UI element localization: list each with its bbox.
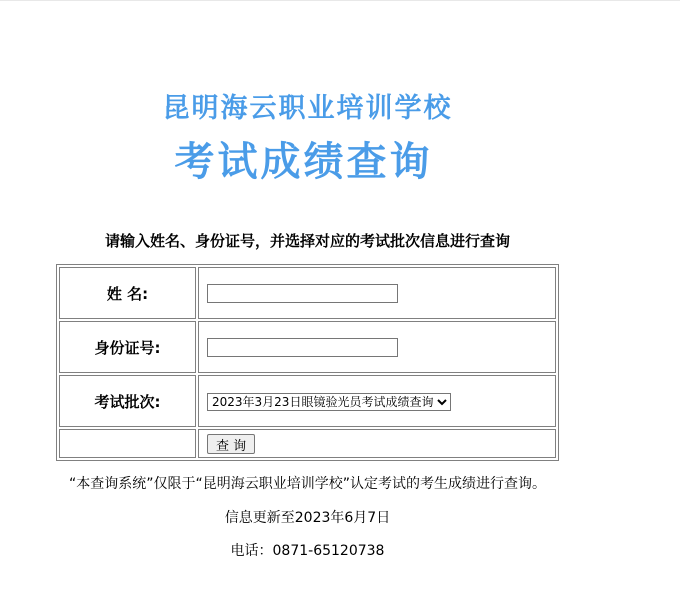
exam-batch-label: 考试批次: (59, 375, 196, 427)
id-number-input[interactable] (207, 338, 398, 357)
school-name: 昆明海云职业培训学校 (162, 93, 453, 124)
update-date: 信息更新至2023年6月7日 (224, 510, 391, 526)
page-title: 考试成绩查询 (174, 139, 433, 185)
query-form-table (56, 264, 559, 461)
empty-cell (59, 429, 196, 458)
id-number-cell (198, 321, 556, 373)
name-cell (198, 267, 556, 319)
id-row (59, 321, 556, 373)
exam-batch-cell (198, 375, 556, 427)
button-row (59, 429, 556, 458)
batch-row (59, 375, 556, 427)
scope-notice: “本查询系统”仅限于“昆明海云职业培训学校”认定考试的考生成绩进行查询。 (68, 476, 546, 492)
instruction-text: 请输入姓名、身份证号，并选择对应的考试批次信息进行查询 (104, 232, 510, 250)
name-row (59, 267, 556, 319)
name-label: 姓 名: (59, 267, 196, 319)
query-button[interactable]: 查 询 (207, 434, 255, 454)
top-divider (0, 0, 680, 1)
id-number-label: 身份证号: (59, 321, 196, 373)
button-cell (198, 429, 556, 458)
phone-number: 电话：0871-65120738 (230, 543, 385, 559)
name-input[interactable] (207, 284, 398, 303)
exam-batch-select[interactable] (207, 393, 451, 411)
